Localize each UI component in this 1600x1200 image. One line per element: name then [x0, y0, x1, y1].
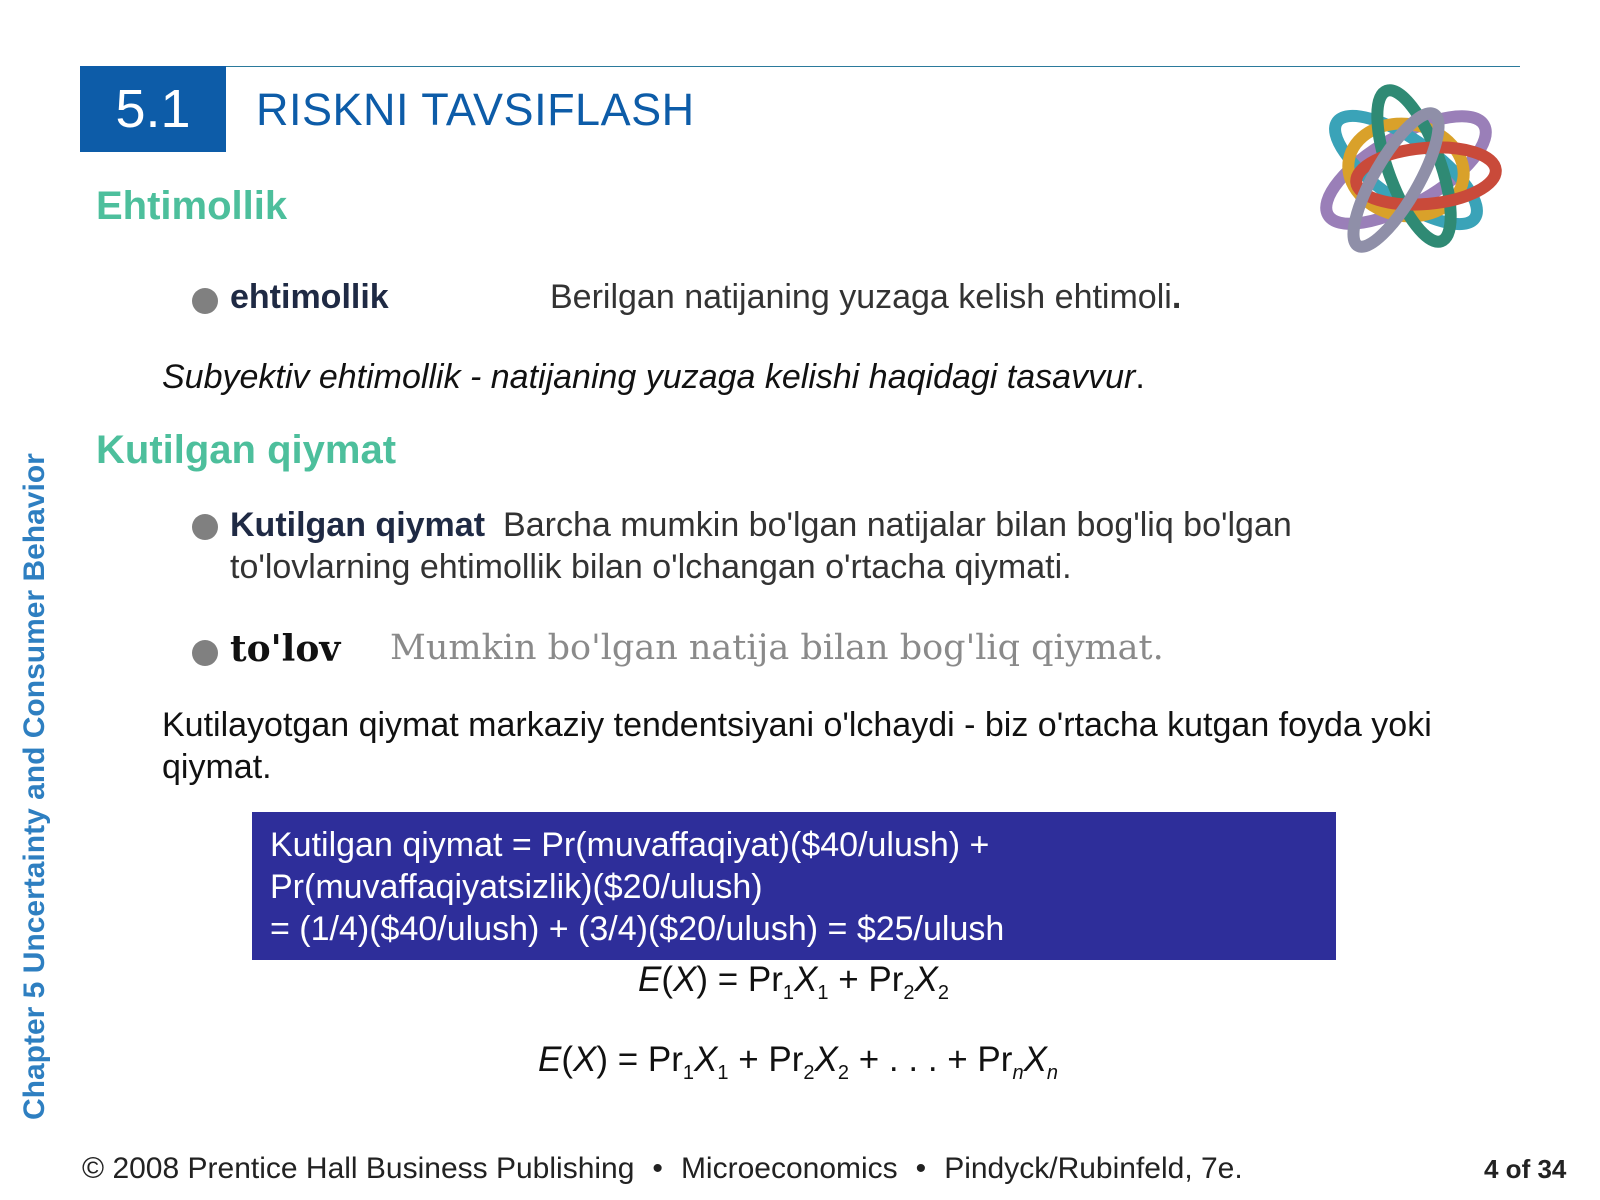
section-title: RISKNI TAVSIFLASH: [256, 84, 695, 135]
footer-separator: •: [652, 1152, 663, 1185]
bullet-dot-icon: [192, 514, 218, 540]
chapter-sidebar-label: Chapter 5 Uncertainty and Consumer Behavior: [18, 453, 51, 1120]
heading-probability: Ehtimollik: [96, 184, 288, 228]
heading-expected-value: Kutilgan qiymat: [96, 428, 397, 472]
expected-value-calculation-box: [252, 812, 1336, 960]
page-number: 4 of 34: [1484, 1154, 1567, 1184]
bullet-dot-icon: [192, 640, 218, 666]
interlocking-rings-logo: [1296, 70, 1516, 280]
subjective-probability-note: Subyektiv ehtimollik - natijaning yuzaga kelishi haqidagi tasavvur.: [162, 358, 1145, 396]
top-divider: [226, 66, 1520, 67]
term-probability: ehtimollik: [230, 278, 389, 316]
term-payoff: to'lov: [230, 628, 341, 670]
expected-value-formula-two-outcomes: $E(X) = Pr_1X_1 + Pr_2X_2$: [638, 960, 950, 1004]
footer-book: Microeconomics: [680, 1152, 898, 1185]
central-tendency-text: Kutilayotgan qiymat markaziy tendentsiyani o'lchaydi - biz o'rtacha kutgan foyda yoki qiymat.: [162, 706, 1432, 786]
definition-probability: Berilgan natijaning yuzaga kelish ehtimoli.: [550, 278, 1182, 316]
footer-separator: •: [915, 1152, 927, 1185]
footer-copyright: © 2008 Prentice Hall Business Publishing: [82, 1152, 635, 1185]
formula-line-1: Kutilgan qiymat = Pr(muvaffaqiyat)($40/ulush) +: [270, 826, 990, 864]
formula-line-2: Pr(muvaffaqiyatsizlik)($20/ulush): [270, 868, 763, 906]
footer-authors: Pindyck/Rubinfeld, 7e.: [944, 1152, 1243, 1185]
section-number-box: [80, 66, 226, 152]
expected-value-definition: [230, 504, 1410, 588]
formula-line-3: = (1/4)($40/ulush) + (3/4)($20/ulush) = $25/ulush: [270, 910, 1005, 948]
bullet-dot-icon: [192, 288, 218, 314]
definition-expected-value: Barcha mumkin bo'lgan natijalar bilan bog'liq bo'lgan to'lovlarning ehtimollik bilan o'lchangan o'rtacha qiymati.: [230, 506, 1292, 586]
section-number: 5.1: [115, 79, 191, 139]
term-expected-value: Kutilgan qiymat: [230, 506, 486, 544]
definition-payoff: Mumkin bo'lgan natija bilan bog'liq qiymat.: [390, 628, 1164, 668]
expected-value-formula-n-outcomes: $E(X) = Pr_1X_1 + Pr_2X_2$ + . . . + $Pr_nX_n$: [538, 1040, 1059, 1084]
footer: [82, 1152, 1243, 1186]
